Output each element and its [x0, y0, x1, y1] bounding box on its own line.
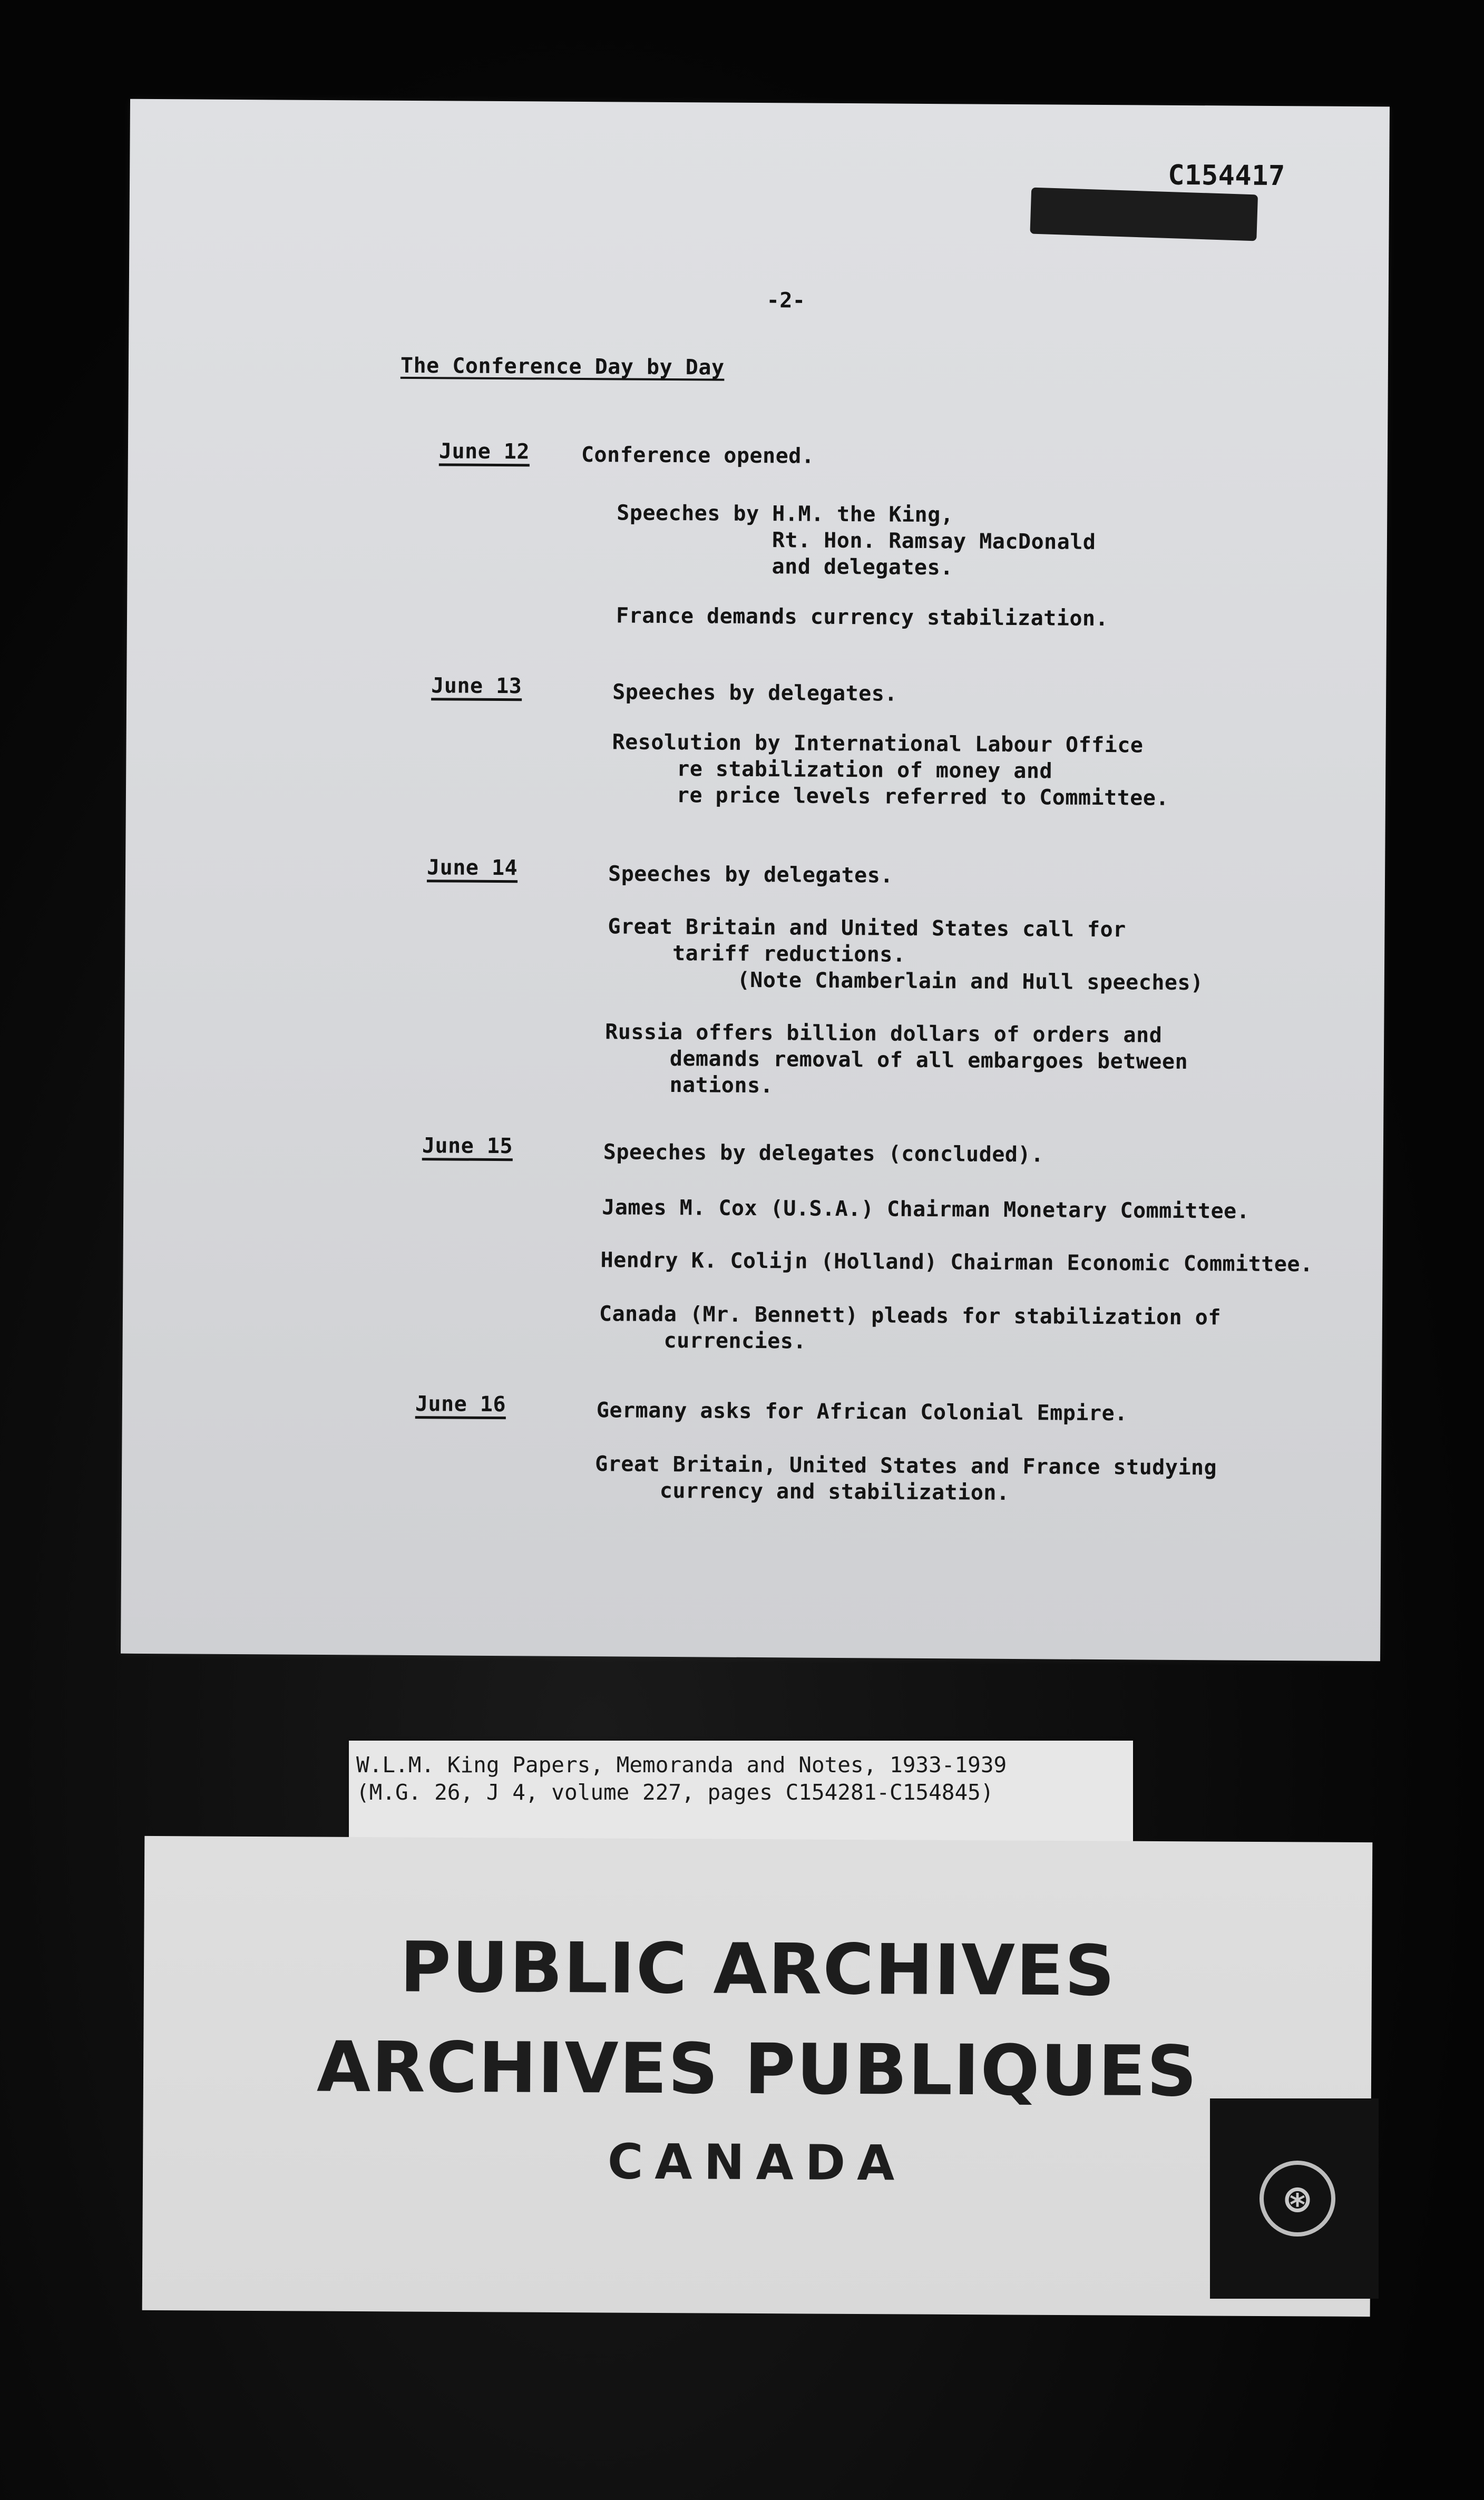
entry-june-13-1: Speeches by delegates.: [612, 680, 898, 706]
entry-june-15-4: Canada (Mr. Bennett) pleads for stabilization of currencies.: [599, 1302, 1222, 1354]
date-june-15: June 15: [422, 1134, 513, 1159]
collection-caption: [349, 1741, 1133, 1854]
entry-june-14-2: Great Britain and United States call for tariff reductions. (Note Chamberlain and Hull speeches): [607, 914, 1204, 995]
entry-june-15-1: Speeches by delegates (concluded).: [603, 1140, 1044, 1167]
archives-seal-icon: ⊛: [1260, 2161, 1335, 2237]
date-june-13: June 13: [431, 673, 522, 699]
entry-june-12-3: France demands currency stabilization.: [616, 603, 1109, 631]
caption-line-2: (M.G. 26, J 4, volume 227, pages C154281-C154845): [356, 1780, 994, 1805]
entry-june-15-2: James M. Cox (U.S.A.) Chairman Monetary Committee.: [602, 1195, 1250, 1224]
date-june-12: June 12: [438, 439, 530, 464]
seal-box: [1210, 2098, 1379, 2299]
date-june-16: June 16: [415, 1392, 506, 1417]
entry-june-16-2: Great Britain, United States and France studying currency and stabilization.: [594, 1452, 1217, 1505]
redaction-mark: [1030, 188, 1258, 241]
page-number: -2-: [766, 288, 806, 313]
archives-card: [142, 1836, 1373, 2317]
entry-june-14-1: Speeches by delegates.: [608, 862, 894, 888]
archives-country: CANADA: [607, 2133, 906, 2192]
entry-june-12-1: Conference opened.: [581, 442, 815, 468]
entry-june-15-3: Hendry K. Colijn (Holland) Chairman Economic Committee.: [600, 1248, 1313, 1277]
page-title: The Conference Day by Day: [400, 353, 725, 380]
memo-page: [121, 99, 1390, 1662]
date-june-14: June 14: [426, 855, 518, 881]
entry-june-13-2: Resolution by International Labour Office re stabilization of money and re price levels referred to Committee.: [611, 730, 1169, 810]
entry-june-16-1: Germany asks for African Colonial Empire.: [596, 1398, 1128, 1426]
document-number: C154417: [1168, 159, 1286, 192]
archives-title-en: PUBLIC ARCHIVES: [399, 1927, 1116, 2012]
entry-june-12-2: Speeches by H.M. the King, Rt. Hon. Ramsay MacDonald and delegates.: [616, 501, 1096, 580]
entry-june-14-3: Russia offers billion dollars of orders and demands removal of all embargoes between nations.: [604, 1020, 1188, 1098]
caption-line-1: W.L.M. King Papers, Memoranda and Notes, 1933-1939: [356, 1752, 1007, 1778]
archives-title-fr: ARCHIVES PUBLIQUES: [316, 2026, 1198, 2113]
